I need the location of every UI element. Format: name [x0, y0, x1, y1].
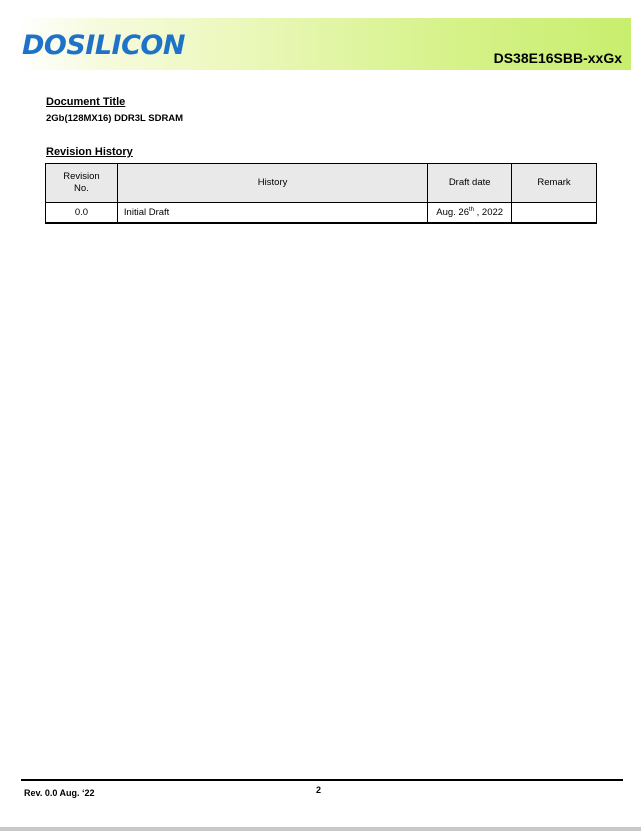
footer-revision: Rev. 0.0 Aug. ‘22	[24, 788, 95, 798]
column-header-revision-line2: No.	[74, 183, 89, 194]
table-row	[46, 203, 597, 224]
revision-history-table	[45, 163, 597, 224]
document-title-value: 2Gb(128MX16) DDR3L SDRAM	[46, 113, 184, 124]
cell-draft-date	[428, 203, 512, 224]
column-header-remark: Remark	[512, 164, 597, 203]
bottom-strip	[0, 827, 641, 831]
cell-revision: 0.0	[46, 203, 118, 224]
revision-history-heading: Revision History	[46, 146, 133, 158]
column-header-history: History	[117, 164, 427, 203]
column-header-revision	[46, 164, 118, 203]
column-header-revision-line1: Revision	[63, 171, 100, 182]
date-ordinal: th	[469, 206, 475, 213]
date-prefix: Aug. 26	[436, 207, 469, 219]
table-header-row	[46, 164, 597, 203]
page-number: 2	[316, 785, 322, 795]
document-title-heading: Document Title	[46, 96, 126, 108]
footer-rule	[21, 779, 623, 781]
cell-remark	[512, 203, 597, 224]
cell-history: Initial Draft	[117, 203, 427, 224]
date-suffix: , 2022	[474, 207, 504, 219]
part-number: DS38E16SBB-xxGx	[493, 50, 622, 66]
column-header-draft-date: Draft date	[428, 164, 512, 203]
company-logo: DOSILICON	[22, 30, 185, 61]
